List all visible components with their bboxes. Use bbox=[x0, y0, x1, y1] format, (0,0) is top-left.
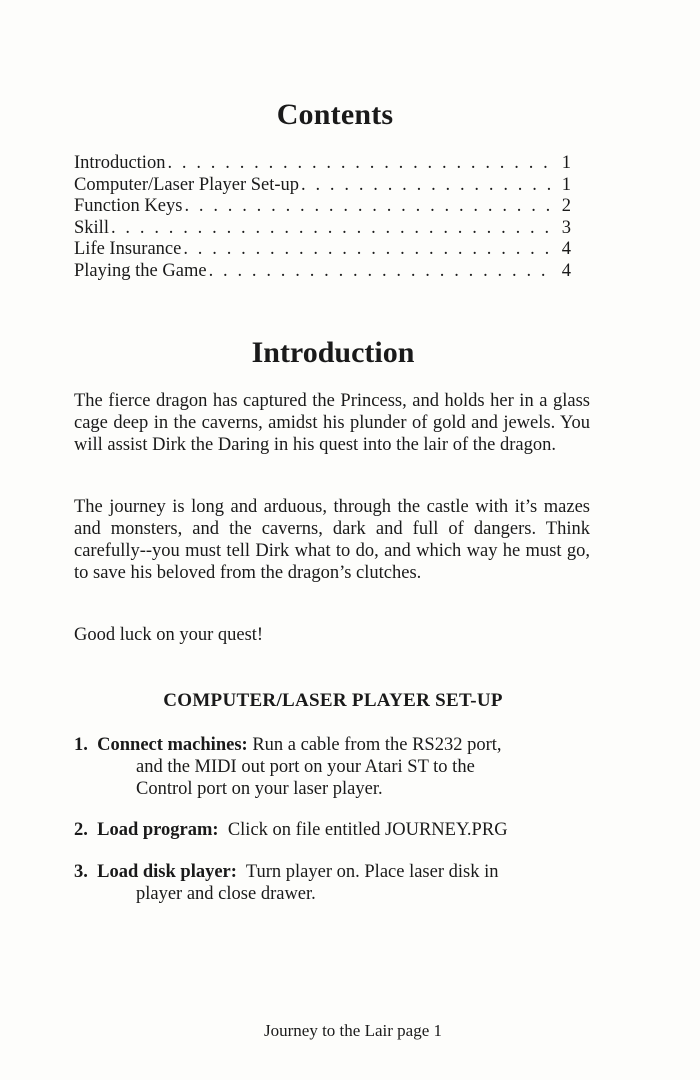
toc-entry-label: Introduction bbox=[74, 153, 166, 173]
toc-entry-page: 1 bbox=[561, 153, 571, 173]
toc-entry-label: Function Keys bbox=[74, 196, 183, 216]
step-heading: Load program: bbox=[97, 820, 219, 840]
step-continuation: player and close drawer. bbox=[136, 884, 316, 904]
intro-paragraph: Good luck on your quest! bbox=[74, 625, 264, 645]
intro-paragraph: The fierce dragon has captured the Princess, and holds her in a glass cage deep in the caverns, amidst his plunder of gold and jewels. You will assist Dirk the Daring in his quest into the lair of the dragon. bbox=[74, 391, 590, 455]
step-heading: Connect machines: bbox=[97, 735, 248, 755]
step-text: Run a cable from the RS232 port, bbox=[252, 735, 502, 755]
toc-entry-page: 4 bbox=[561, 260, 571, 281]
step-continuation: Control port on your laser player. bbox=[136, 779, 383, 799]
table-of-contents bbox=[74, 153, 571, 282]
step-first-line bbox=[74, 861, 590, 883]
step-first-line bbox=[74, 819, 590, 841]
toc-entry-label: Skill bbox=[74, 217, 109, 238]
toc-entry bbox=[74, 261, 571, 283]
setup-step bbox=[74, 819, 590, 841]
step-number: 2. bbox=[74, 820, 88, 840]
toc-entry bbox=[74, 239, 571, 261]
contents-heading: Contents bbox=[276, 98, 394, 131]
dot-leader bbox=[111, 218, 555, 240]
intro-paragraph: The journey is long and arduous, through the castle with it’s mazes and monsters, and the caverns, dark and full of dangers. Think carefully--you must tell Dirk what to do, and which way he must go, to save his beloved from the dragon’s clutches. bbox=[74, 497, 590, 583]
step-number: 1. bbox=[74, 735, 88, 755]
step-number: 3. bbox=[74, 862, 88, 882]
toc-entry bbox=[74, 218, 571, 240]
setup-heading: COMPUTER/LASER PLAYER SET-UP bbox=[163, 690, 503, 711]
dot-leader bbox=[183, 239, 555, 261]
step-continuation: and the MIDI out port on your Atari ST to the bbox=[136, 757, 475, 777]
step-heading: Load disk player: bbox=[97, 862, 237, 882]
introduction-heading: Introduction bbox=[251, 336, 415, 369]
dot-leader bbox=[167, 153, 555, 175]
step-text: Turn player on. Place laser disk in bbox=[245, 862, 499, 882]
dot-leader bbox=[301, 175, 555, 197]
page-footer: Journey to the Lair page 1 bbox=[264, 1021, 442, 1040]
setup-step bbox=[74, 734, 590, 800]
toc-entry-page: 2 bbox=[561, 196, 571, 216]
setup-step bbox=[74, 861, 590, 905]
step-text: Click on file entitled JOURNEY.PRG bbox=[227, 820, 508, 840]
toc-entry bbox=[74, 153, 571, 175]
toc-entry-page: 4 bbox=[561, 239, 571, 259]
toc-entry-page: 1 bbox=[561, 174, 571, 195]
toc-entry-page: 3 bbox=[561, 217, 571, 238]
toc-entry bbox=[74, 196, 571, 218]
toc-entry-label: Life Insurance bbox=[74, 239, 182, 259]
dot-leader bbox=[209, 261, 555, 283]
step-first-line bbox=[74, 734, 590, 756]
toc-entry-label: Computer/Laser Player Set-up bbox=[74, 174, 300, 195]
dot-leader bbox=[184, 196, 555, 218]
toc-entry bbox=[74, 175, 571, 197]
toc-entry-label: Playing the Game bbox=[74, 260, 207, 281]
